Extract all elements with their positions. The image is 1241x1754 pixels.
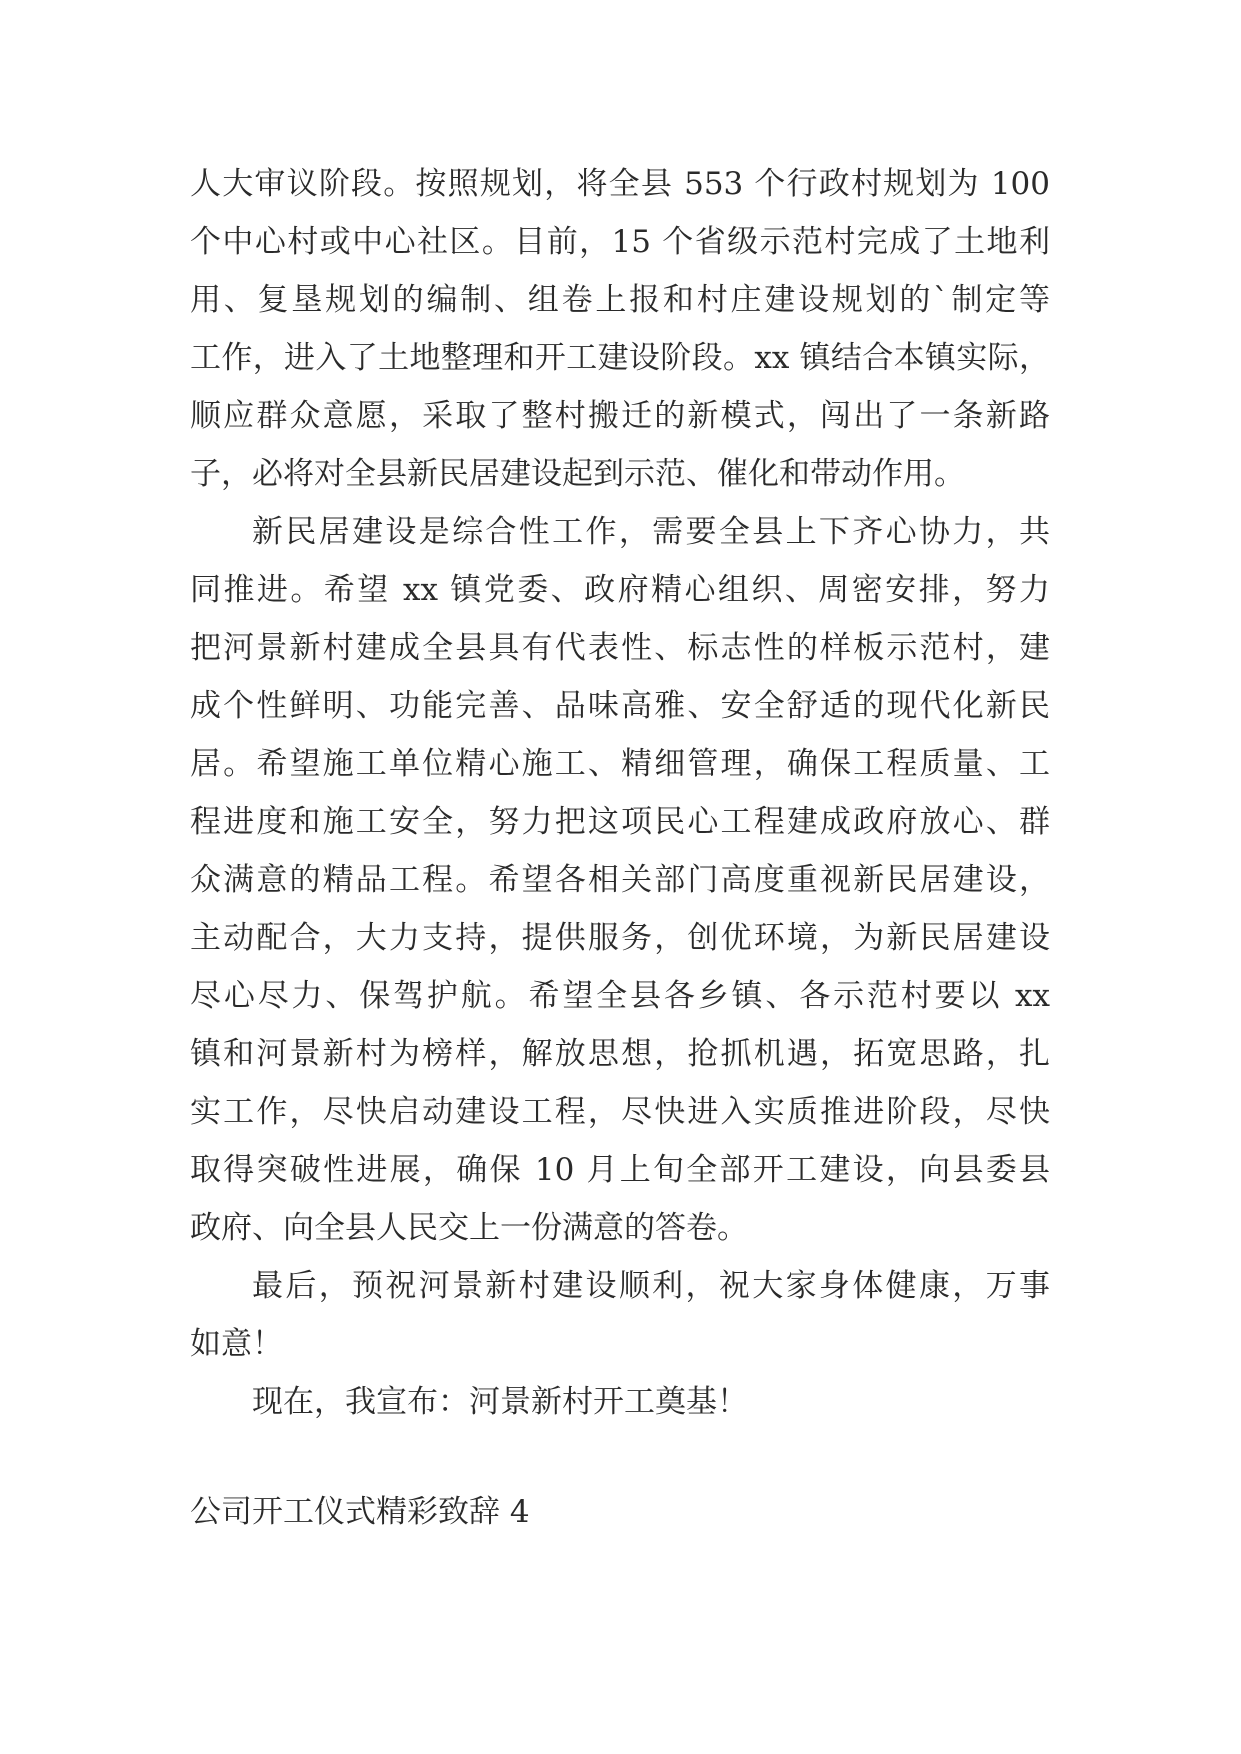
text-line: 主动配合，大力支持，提供服务，创优环境，为新民居建设 <box>190 920 1050 956</box>
text-line: 众满意的精品工程。希望各相关部门高度重视新民居建设， <box>190 862 1050 898</box>
paragraph-3 <box>190 1257 1050 1373</box>
text-line: 子，必将对全县新民居建设起到示范、催化和带动作用。 <box>190 456 965 492</box>
text-line: 政府、向全县人民交上一份满意的答卷。 <box>190 1210 748 1246</box>
text-line: 成个性鲜明、功能完善、品味高雅、安全舒适的现代化新民 <box>190 688 1050 724</box>
paragraph-1 <box>190 155 1050 503</box>
text-line: 把河景新村建成全县具有代表性、标志性的样板示范村，建 <box>190 630 1050 666</box>
text-line: 顺应群众意愿，采取了整村搬迁的新模式，闯出了一条新路 <box>190 398 1050 434</box>
text-line: 取得突破性进展，确保 10 月上旬全部开工建设，向县委县 <box>190 1152 1050 1188</box>
paragraph-2 <box>190 503 1050 1257</box>
section-heading: 公司开工仪式精彩致辞 4 <box>190 1494 530 1530</box>
document-body <box>190 155 1050 1431</box>
text-line: 同推进。希望 xx 镇党委、政府精心组织、周密安排，努力 <box>190 572 1050 608</box>
text-line: 尽心尽力、保驾护航。希望全县各乡镇、各示范村要以 xx <box>190 978 1050 1014</box>
text-line: 程进度和施工安全，努力把这项民心工程建成政府放心、群 <box>190 804 1050 840</box>
text-line: 居。希望施工单位精心施工、精细管理，确保工程质量、工 <box>190 746 1050 782</box>
text-line: 现在，我宣布：河景新村开工奠基！ <box>252 1384 748 1420</box>
text-line: 最后，预祝河景新村建设顺利，祝大家身体健康，万事 <box>252 1268 1050 1304</box>
text-line: 个中心村或中心社区。目前，15 个省级示范村完成了土地利 <box>190 224 1050 260</box>
text-line: 人大审议阶段。按照规划，将全县 553 个行政村规划为 100 <box>190 166 1050 202</box>
text-line: 新民居建设是综合性工作，需要全县上下齐心协力，共 <box>252 514 1050 550</box>
text-line: 工作，进入了土地整理和开工建设阶段。xx 镇结合本镇实际， <box>190 340 1050 376</box>
paragraph-4 <box>190 1373 1050 1431</box>
text-line: 如意！ <box>190 1326 283 1362</box>
text-line: 用、复垦规划的编制、组卷上报和村庄建设规划的`制定等 <box>190 282 1050 318</box>
text-line: 镇和河景新村为榜样，解放思想，抢抓机遇，拓宽思路，扎 <box>190 1036 1050 1072</box>
text-line: 实工作，尽快启动建设工程，尽快进入实质推进阶段，尽快 <box>190 1094 1050 1130</box>
